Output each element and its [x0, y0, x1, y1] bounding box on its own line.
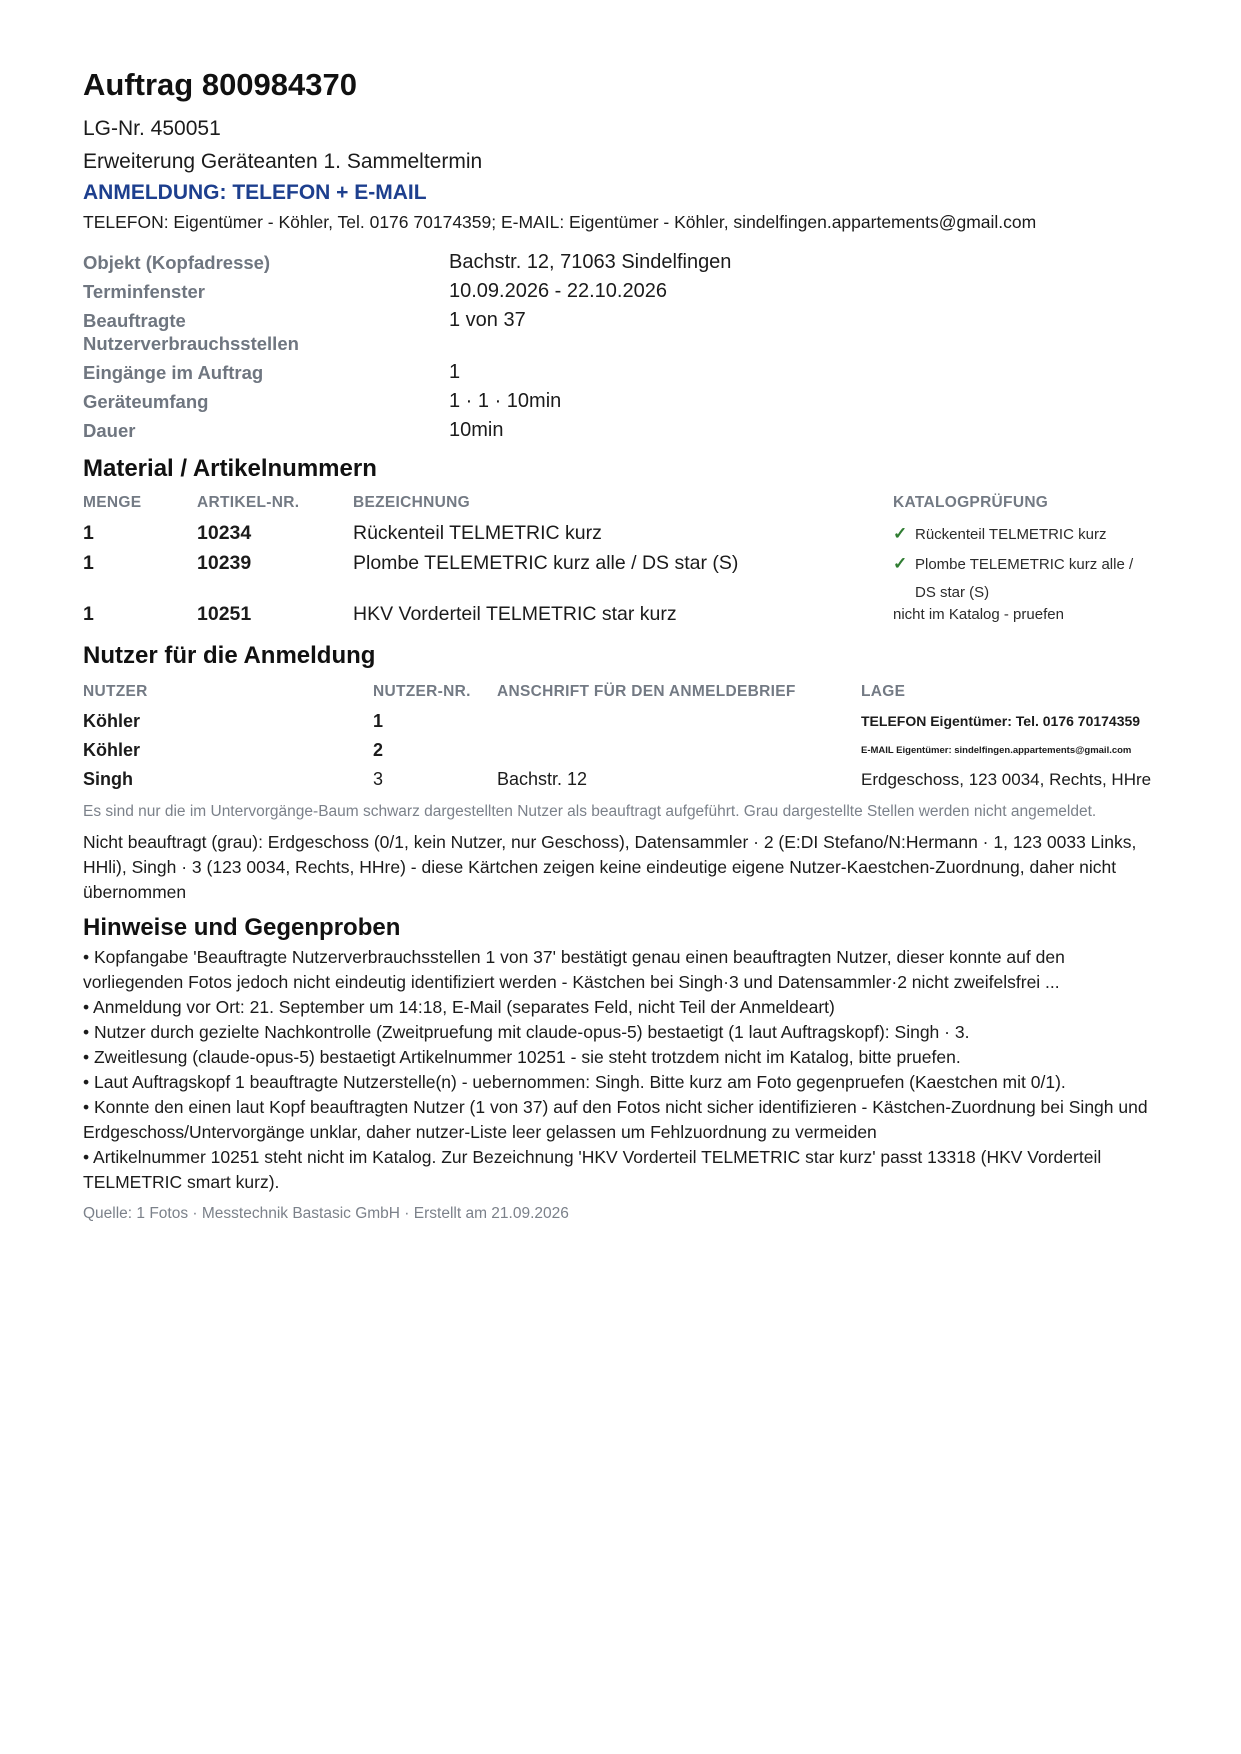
table-row	[83, 707, 1163, 736]
user-name: Köhler	[83, 740, 141, 760]
users-heading: Nutzer für die Anmeldung	[83, 642, 376, 669]
list-item: • Anmeldung vor Ort: 21. September um 14:18, E-Mail (separates Feld, nicht Teil der Anmeldeart)	[83, 997, 835, 1017]
list-item: • Nutzer durch gezielte Nachkontrolle (Zweitpruefung mit claude-opus-5) bestaetigt (1 laut Auftragskopf): Singh · 3.	[83, 1022, 970, 1042]
detail-key: Eingänge im Auftrag	[83, 362, 264, 383]
column-header: NUTZER	[83, 683, 148, 700]
catalog-match: Rückenteil TELMETRIC kurz	[915, 526, 1107, 543]
table-row	[83, 598, 1163, 629]
source-footer: Quelle: 1 Fotos · Messtechnik Bastasic GmbH · Erstellt am 21.09.2026	[83, 1205, 569, 1222]
user-location: E-MAIL Eigentümer: sindelfingen.appartements@gmail.com	[861, 745, 1132, 756]
checkmark-icon: ✓	[893, 524, 908, 543]
lg-number: LG-Nr. 450051	[83, 117, 221, 140]
article-description: Plombe TELEMETRIC kurz alle / DS star (S)	[353, 552, 739, 574]
checkmark-icon: ✓	[893, 554, 908, 573]
column-header: BEZEICHNUNG	[353, 494, 470, 511]
column-header: ANSCHRIFT FÜR DEN ANMELDEBRIEF	[497, 683, 796, 700]
user-address	[497, 707, 861, 736]
user-name: Singh	[83, 769, 133, 789]
column-header: NUTZER-NR.	[373, 683, 471, 700]
detail-value: 1 · 1 · 10min	[449, 390, 562, 412]
detail-value: Bachstr. 12, 71063 Sindelfingen	[449, 251, 732, 273]
table-row	[83, 736, 1163, 765]
column-header: KATALOGPRÜFUNG	[893, 494, 1049, 511]
material-heading: Material / Artikelnummern	[83, 455, 377, 482]
registration-type: ANMELDUNG: TELEFON + E-MAIL	[83, 181, 427, 204]
detail-key-line: Nutzerverbrauchsstellen	[83, 333, 299, 354]
catalog-check	[893, 598, 1153, 629]
detail-key	[83, 306, 449, 358]
detail-value: 1	[449, 361, 461, 383]
order-subtitle: Erweiterung Geräteanten 1. Sammeltermin	[83, 150, 483, 173]
user-name: Köhler	[83, 711, 141, 731]
material-table-header	[83, 491, 1163, 515]
detail-value: 1 von 37	[449, 309, 526, 331]
users-table-header	[83, 680, 1163, 704]
detail-value: 10min	[449, 419, 504, 441]
order-details	[83, 248, 1163, 445]
column-header: ARTIKEL-NR.	[197, 494, 300, 511]
article-number: 10234	[197, 522, 252, 544]
quantity: 1	[83, 603, 94, 625]
table-row	[83, 519, 1163, 549]
page-title: Auftrag 800984370	[83, 67, 357, 102]
user-address	[497, 736, 861, 765]
list-item: • Artikelnummer 10251 steht nicht im Katalog. Zur Bezeichnung 'HKV Vorderteil TELMETRIC star kurz' passt 13318 (HKV Vorderteil TELMETRIC smart kurz).	[83, 1147, 1102, 1192]
user-number: 1	[373, 711, 384, 731]
user-location: TELEFON Eigentümer: Tel. 0176 70174359	[861, 713, 1141, 729]
users-note: Es sind nur die im Untervorgänge-Baum schwarz dargestellten Nutzer als beauftragt aufgeführt. Grau dargestellte Stellen werden nicht angemeldet.	[83, 803, 1097, 820]
detail-key: Objekt (Kopfadresse)	[83, 252, 271, 273]
quantity: 1	[83, 522, 94, 544]
catalog-missing: nicht im Katalog - pruefen	[893, 606, 1064, 623]
detail-key: Dauer	[83, 420, 136, 441]
quantity: 1	[83, 552, 94, 574]
list-item: • Kopfangabe 'Beauftragte Nutzerverbrauchsstellen 1 von 37' bestätigt genau einen beauftragten Nutzer, dieser konnte auf den vorliegenden Fotos jedoch nicht eindeutig identifiziert werden - Kästchen bei Singh·3 und Datensammler·2 nicht zweifelsfrei ...	[83, 947, 1065, 992]
contact-line: TELEFON: Eigentümer - Köhler, Tel. 0176 70174359; E-MAIL: Eigentümer - Köhler, sindelfingen.appartements@gmail.com	[83, 212, 1037, 232]
user-number: 2	[373, 740, 384, 760]
user-number: 3	[373, 769, 384, 789]
article-description: HKV Vorderteil TELMETRIC star kurz	[353, 603, 677, 625]
article-description: Rückenteil TELMETRIC kurz	[353, 522, 602, 544]
notes-heading: Hinweise und Gegenproben	[83, 914, 401, 941]
detail-key: Geräteumfang	[83, 391, 209, 412]
detail-key: Terminfenster	[83, 281, 205, 302]
user-location: Erdgeschoss, 123 0034, Rechts, HHre	[861, 770, 1152, 789]
not-assigned-text: Nicht beauftragt (grau): Erdgeschoss (0/1, kein Nutzer, nur Geschoss), Datensammler · 2 (E:DI Stefano/N:Hermann · 1, 123 0033 Links, HHli), Singh · 3 (123 0034, Rechts, HHre) - diese Kärtchen zeigen keine eindeutige eigene Nutzer-Kaestchen-Zuordnung, daher nicht übernommen	[83, 832, 1137, 902]
list-item: • Konnte den einen laut Kopf beauftragten Nutzer (1 von 37) auf den Fotos nicht sicher identifizieren - Kästchen-Zuordnung bei Singh und Erdgeschoss/Untervorgänge unklar, daher nutzer-Liste leer gelassen um Fehlzuordnung zu vermeiden	[83, 1097, 1148, 1142]
article-number: 10251	[197, 603, 252, 625]
document-page	[83, 66, 1163, 1223]
detail-value: 10.09.2026 - 22.10.2026	[449, 280, 667, 302]
catalog-match: Plombe TELEMETRIC kurz alle /	[915, 556, 1134, 573]
list-item: • Laut Auftragskopf 1 beauftragte Nutzerstelle(n) - uebernommen: Singh. Bitte kurz am Foto gegenpruefen (Kaestchen mit 0/1).	[83, 1072, 1066, 1092]
catalog-check	[893, 519, 1153, 549]
column-header: MENGE	[83, 494, 142, 511]
column-header: LAGE	[861, 683, 906, 700]
detail-key-line: Beauftragte	[83, 310, 186, 331]
notes-list	[83, 945, 1163, 1195]
table-row	[83, 765, 1163, 794]
list-item: • Zweitlesung (claude-opus-5) bestaetigt Artikelnummer 10251 - sie steht trotzdem nicht im Katalog, bitte pruefen.	[83, 1047, 961, 1067]
catalog-match-cont: DS star (S)	[915, 584, 990, 601]
user-address: Bachstr. 12	[497, 769, 588, 789]
article-number: 10239	[197, 552, 252, 574]
